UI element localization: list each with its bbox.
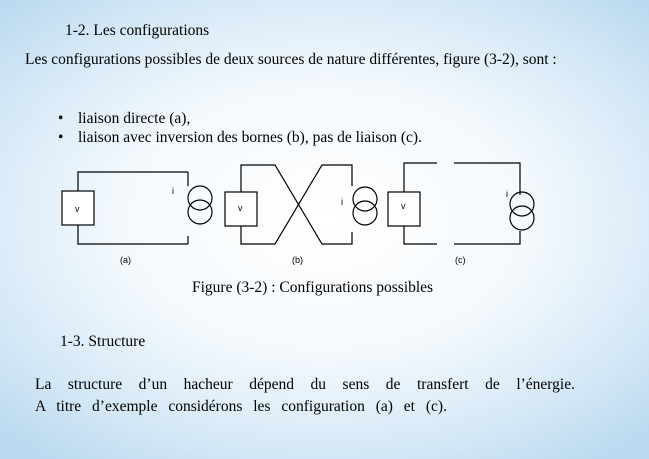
intro-paragraph: Les configurations possibles de deux sources de nature différentes, figure (3-2), sont : [25,51,557,68]
label-i-a: i [172,186,174,196]
label-i-c: i [506,189,508,199]
bullet-item-direct: • liaison directe (a), [58,109,422,128]
label-a: (a) [120,255,131,265]
label-v-b: v [238,203,243,213]
structure-paragraph [35,374,575,418]
label-c: (c) [455,255,466,265]
circuit-c [388,163,534,244]
label-i-b: i [341,197,343,207]
bullet-item-inversion: • liaison avec inversion des bornes (b), pas de liaison (c). [58,128,422,147]
circuit-b [225,165,377,244]
circuit-a [62,172,212,244]
section-title-configurations: 1-2. Les configurations [65,22,210,39]
figure-caption: Figure (3-2) : Configurations possibles [192,279,434,296]
label-b: (b) [292,255,303,265]
structure-line-1: La structure d’un hacheur dépend du sens de transfert de l’énergie. [35,376,575,393]
label-v-a: v [75,204,80,214]
section-title-structure: 1-3. Structure [60,333,146,350]
label-v-c: v [401,201,406,211]
structure-line-2: A titre d’exemple considérons les configuration (a) et (c). [35,398,447,415]
